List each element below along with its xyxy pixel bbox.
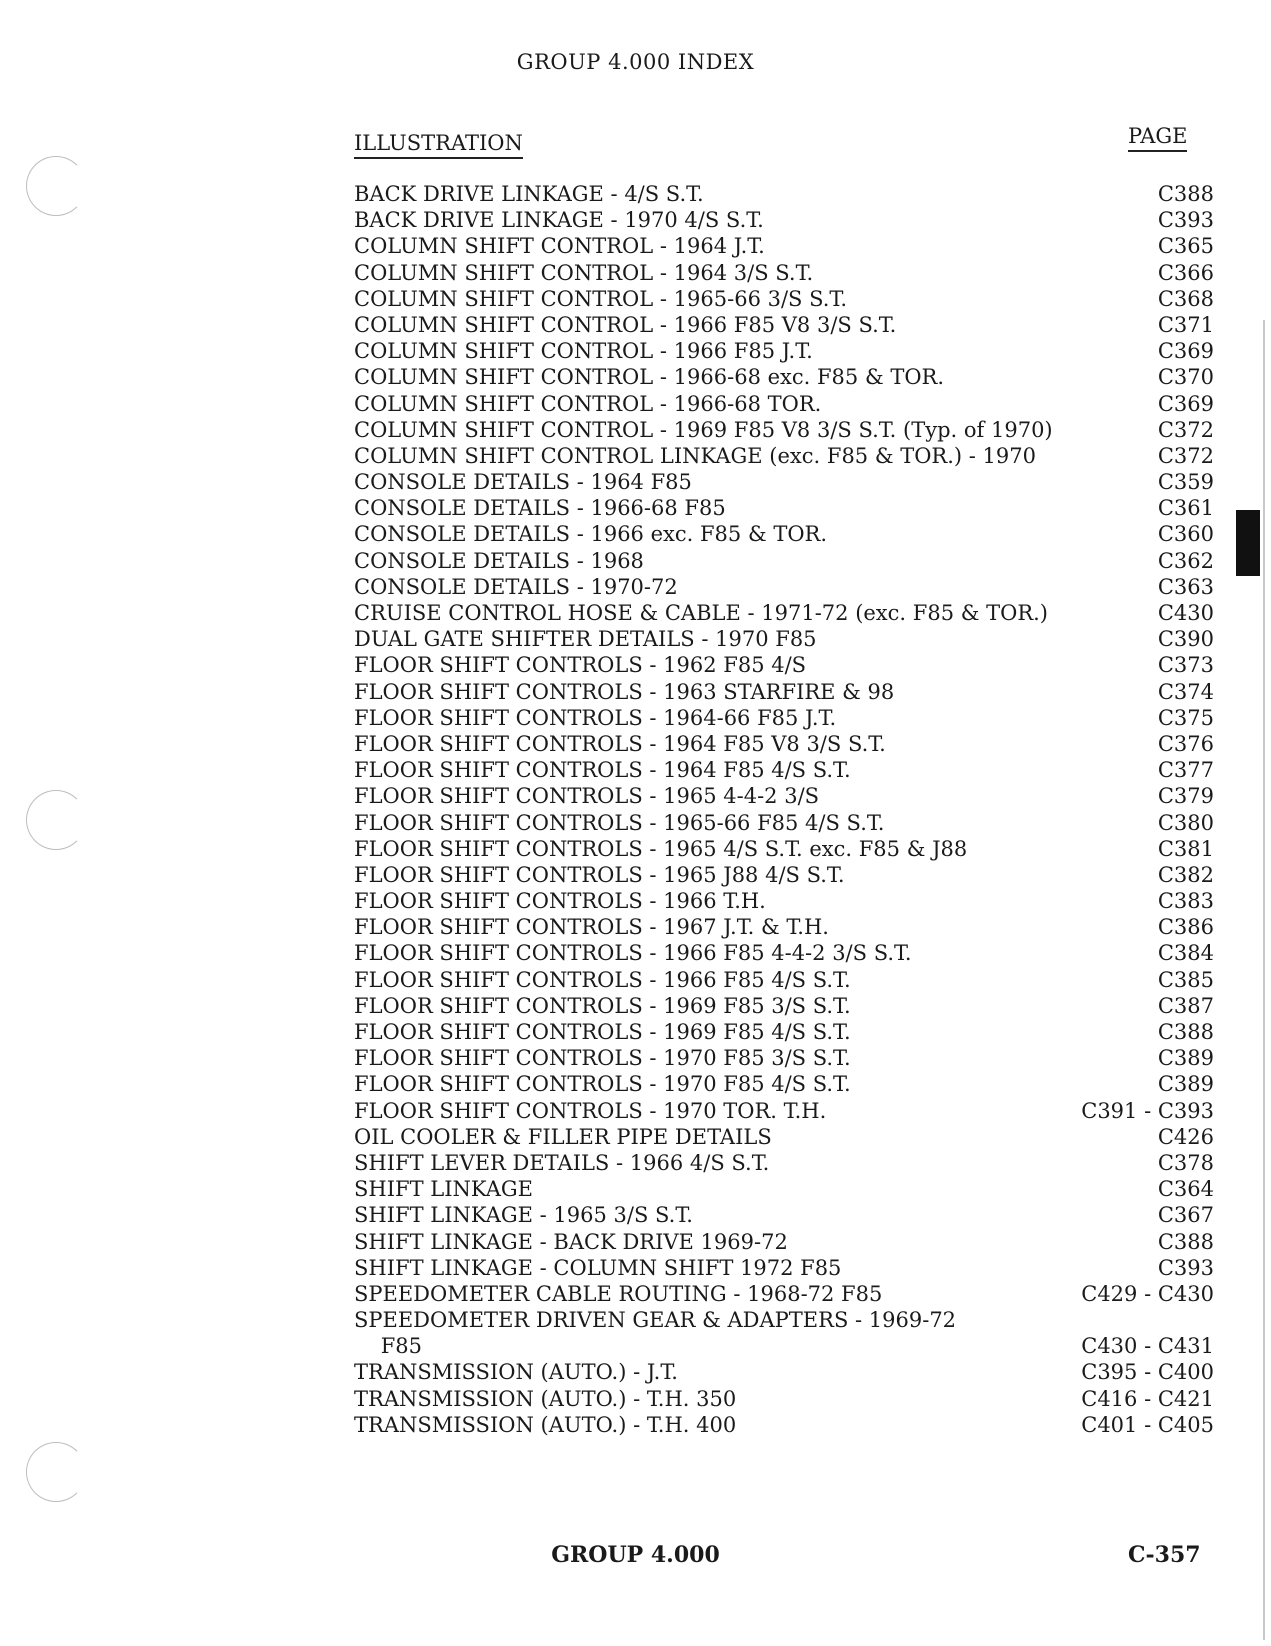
- index-entry: [354, 364, 1214, 390]
- index-entry: [354, 495, 1214, 521]
- entry-page: C386: [1157, 915, 1214, 940]
- entry-title: FLOOR SHIFT CONTROLS - 1966 F85 4-4-2 3/S S.T.: [354, 941, 912, 966]
- index-entry: [354, 705, 1214, 731]
- index-entry: [354, 181, 1214, 207]
- index-entry: [354, 1359, 1214, 1385]
- entry-title: COLUMN SHIFT CONTROL - 1966-68 exc. F85 & TOR.: [354, 365, 945, 390]
- entry-page: C362: [1157, 548, 1214, 573]
- index-entry: [354, 1150, 1214, 1176]
- entry-page: C388: [1157, 1020, 1214, 1044]
- entry-page: C360: [1157, 522, 1214, 547]
- index-entry: [354, 940, 1214, 966]
- entry-title: SHIFT LINKAGE - COLUMN SHIFT 1972 F85: [354, 1255, 842, 1280]
- index-entry: [354, 914, 1214, 940]
- index-entry: [354, 574, 1214, 600]
- index-entry: [354, 652, 1214, 678]
- entry-page: C372: [1157, 417, 1214, 442]
- entry-title: FLOOR SHIFT CONTROLS - 1964 F85 4/S S.T.: [354, 758, 851, 783]
- entry-page: C372: [1157, 443, 1214, 468]
- entry-page: C367: [1157, 1203, 1214, 1228]
- index-entry: [354, 391, 1214, 417]
- entry-page: C376: [1157, 731, 1214, 756]
- entry-page: C359: [1157, 470, 1214, 495]
- footer-group-label: GROUP 4.000: [551, 1542, 720, 1568]
- index-entry: [354, 207, 1214, 233]
- entry-title: BACK DRIVE LINKAGE - 1970 4/S S.T.: [354, 208, 764, 233]
- entry-page: C387: [1157, 993, 1214, 1018]
- entry-title: CONSOLE DETAILS - 1966-68 F85: [354, 496, 726, 521]
- entry-title: FLOOR SHIFT CONTROLS - 1962 F85 4/S: [354, 653, 807, 678]
- index-entry: [354, 1045, 1214, 1071]
- entry-title: SHIFT LINKAGE - 1965 3/S S.T.: [354, 1203, 693, 1228]
- entry-page: C369: [1157, 339, 1214, 364]
- entry-title: COLUMN SHIFT CONTROL - 1966 F85 J.T.: [354, 339, 813, 364]
- index-tab-mark: [1236, 510, 1260, 576]
- index-entry: [354, 1071, 1214, 1097]
- page-edge-line: [1263, 320, 1265, 1640]
- index-entry: [354, 757, 1214, 783]
- entry-page: C389: [1157, 1046, 1214, 1071]
- entry-page: C385: [1157, 967, 1214, 992]
- page-title: GROUP 4.000 INDEX: [516, 50, 755, 74]
- entry-title: FLOOR SHIFT CONTROLS - 1966 F85 4/S S.T.: [354, 967, 851, 992]
- index-entry: [354, 521, 1214, 547]
- index-entry: [354, 600, 1214, 626]
- index-entry: [354, 888, 1214, 914]
- entry-title: SHIFT LINKAGE - BACK DRIVE 1969-72: [354, 1229, 788, 1254]
- entry-page: C383: [1157, 889, 1214, 914]
- entry-page: C370: [1157, 365, 1214, 390]
- index-entry: [354, 1098, 1214, 1124]
- index-entry: [354, 679, 1214, 705]
- index-entry: [354, 1124, 1214, 1150]
- entry-title: COLUMN SHIFT CONTROL LINKAGE (exc. F85 & TOR.) - 1970: [354, 443, 1036, 468]
- entry-title: FLOOR SHIFT CONTROLS - 1965 4-4-2 3/S: [354, 784, 820, 809]
- entry-page: C363: [1157, 574, 1214, 599]
- entry-page: C369: [1157, 391, 1214, 416]
- entry-title: FLOOR SHIFT CONTROLS - 1970 F85 4/S S.T.: [354, 1072, 851, 1097]
- binder-hole-mark-bottom: [26, 1442, 86, 1502]
- entry-title: COLUMN SHIFT CONTROL - 1969 F85 V8 3/S S.T. (Typ. of 1970): [354, 417, 1053, 442]
- index-entry: [354, 286, 1214, 312]
- entry-title: SHIFT LINKAGE: [354, 1177, 533, 1202]
- entry-title: BACK DRIVE LINKAGE - 4/S S.T.: [354, 182, 704, 206]
- entry-page: C361: [1157, 496, 1214, 521]
- entry-page: C388: [1157, 1229, 1214, 1254]
- index-entry: [354, 783, 1214, 809]
- page-column-header: PAGE: [1128, 124, 1187, 152]
- entry-page: C373: [1157, 653, 1214, 678]
- entry-page: C375: [1157, 705, 1214, 730]
- entry-page: C395 - C400: [1081, 1360, 1214, 1385]
- entry-title: FLOOR SHIFT CONTROLS - 1963 STARFIRE & 98: [354, 679, 895, 704]
- index-entry: [354, 1281, 1214, 1307]
- entry-title: COLUMN SHIFT CONTROL - 1964 J.T.: [354, 234, 765, 259]
- entry-page: C371: [1157, 312, 1214, 337]
- illustration-column-header: ILLUSTRATION: [354, 131, 523, 159]
- index-entry: [354, 731, 1214, 757]
- entry-title: CONSOLE DETAILS - 1964 F85: [354, 470, 692, 495]
- entry-title: TRANSMISSION (AUTO.) - J.T.: [354, 1360, 678, 1385]
- entry-page: C380: [1157, 810, 1214, 835]
- entry-title: TRANSMISSION (AUTO.) - T.H. 400: [354, 1412, 737, 1437]
- entry-title: FLOOR SHIFT CONTROLS - 1970 F85 3/S S.T.: [354, 1046, 851, 1071]
- index-entry: [354, 1333, 1214, 1359]
- entry-page: C393: [1157, 1255, 1214, 1280]
- entry-title: FLOOR SHIFT CONTROLS - 1969 F85 3/S S.T.: [354, 993, 851, 1018]
- entry-title: COLUMN SHIFT CONTROL - 1966-68 TOR.: [354, 391, 822, 416]
- index-entry: [354, 1176, 1214, 1202]
- entry-page: C378: [1157, 1150, 1214, 1175]
- entry-page: C382: [1157, 862, 1214, 887]
- index-entry: [354, 836, 1214, 862]
- entry-page: C389: [1157, 1072, 1214, 1097]
- entry-title: FLOOR SHIFT CONTROLS - 1969 F85 4/S S.T.: [354, 1020, 851, 1044]
- entry-page: C366: [1157, 260, 1214, 285]
- entry-title: COLUMN SHIFT CONTROL - 1964 3/S S.T.: [354, 260, 814, 285]
- entry-page: C401 - C405: [1081, 1412, 1214, 1437]
- entry-title: COLUMN SHIFT CONTROL - 1966 F85 V8 3/S S.T.: [354, 312, 897, 337]
- index-entry: [354, 1202, 1214, 1228]
- entry-title: CRUISE CONTROL HOSE & CABLE - 1971-72 (exc. F85 & TOR.): [354, 601, 1049, 625]
- index-entry: [354, 967, 1214, 993]
- entry-title: FLOOR SHIFT CONTROLS - 1970 TOR. T.H.: [354, 1098, 827, 1123]
- entry-title: SPEEDOMETER CABLE ROUTING - 1968-72 F85: [354, 1281, 883, 1306]
- entry-title: FLOOR SHIFT CONTROLS - 1965 4/S S.T. exc. F85 & J88: [354, 836, 968, 861]
- entry-page: C393: [1157, 208, 1214, 233]
- index-entry: [354, 1307, 1214, 1333]
- entry-page: C364: [1157, 1177, 1214, 1202]
- entry-title: FLOOR SHIFT CONTROLS - 1965-66 F85 4/S S.T.: [354, 810, 885, 835]
- index-entry: [354, 260, 1214, 286]
- entry-title: CONSOLE DETAILS - 1966 exc. F85 & TOR.: [354, 522, 828, 547]
- entry-page: C381: [1157, 836, 1214, 861]
- entry-title: F85: [354, 1334, 422, 1359]
- entry-title: TRANSMISSION (AUTO.) - T.H. 350: [354, 1386, 737, 1411]
- entry-title: FLOOR SHIFT CONTROLS - 1967 J.T. & T.H.: [354, 915, 829, 940]
- entry-title: CONSOLE DETAILS - 1970-72: [354, 574, 678, 599]
- index-entry: [354, 862, 1214, 888]
- entry-page: C430: [1157, 601, 1214, 625]
- binder-hole-mark-middle: [26, 790, 86, 850]
- entry-page: C365: [1157, 234, 1214, 259]
- entry-page: C429 - C430: [1081, 1281, 1214, 1306]
- footer-page-number: C-357: [1128, 1542, 1201, 1568]
- entry-page: C374: [1157, 679, 1214, 704]
- entry-title: SHIFT LEVER DETAILS - 1966 4/S S.T.: [354, 1150, 770, 1175]
- index-entry: [354, 443, 1214, 469]
- index-entry: [354, 993, 1214, 1019]
- binder-hole-mark-top: [26, 156, 86, 216]
- entry-page: C388: [1157, 182, 1214, 206]
- index-entry: [354, 1386, 1214, 1412]
- entry-title: DUAL GATE SHIFTER DETAILS - 1970 F85: [354, 627, 817, 652]
- index-entry: [354, 1019, 1214, 1045]
- index-entry: [354, 1229, 1214, 1255]
- index-list: [354, 181, 1214, 1438]
- entry-page: C430 - C431: [1081, 1334, 1214, 1359]
- entry-title: FLOOR SHIFT CONTROLS - 1964 F85 V8 3/S S.T.: [354, 731, 886, 756]
- index-entry: [354, 338, 1214, 364]
- entry-page: C377: [1157, 758, 1214, 783]
- entry-title: FLOOR SHIFT CONTROLS - 1966 T.H.: [354, 889, 766, 914]
- entry-page: C391 - C393: [1081, 1098, 1214, 1123]
- entry-page: C368: [1157, 286, 1214, 311]
- index-entry: [354, 312, 1214, 338]
- index-entry: [354, 417, 1214, 443]
- entry-title: FLOOR SHIFT CONTROLS - 1964-66 F85 J.T.: [354, 705, 837, 730]
- entry-title: FLOOR SHIFT CONTROLS - 1965 J88 4/S S.T.: [354, 862, 845, 887]
- entry-page: C379: [1157, 784, 1214, 809]
- index-entry: [354, 1255, 1214, 1281]
- index-entry: [354, 548, 1214, 574]
- entry-page: C384: [1157, 941, 1214, 966]
- entry-page: C390: [1157, 627, 1214, 652]
- index-entry: [354, 233, 1214, 259]
- entry-page: C416 - C421: [1081, 1386, 1214, 1411]
- index-entry: [354, 1412, 1214, 1438]
- entry-title: OIL COOLER & FILLER PIPE DETAILS: [354, 1124, 772, 1149]
- entry-title: SPEEDOMETER DRIVEN GEAR & ADAPTERS - 1969-72: [354, 1308, 957, 1333]
- index-entry: [354, 469, 1214, 495]
- entry-title: COLUMN SHIFT CONTROL - 1965-66 3/S S.T.: [354, 286, 848, 311]
- entry-page: C426: [1157, 1124, 1214, 1149]
- entry-title: CONSOLE DETAILS - 1968: [354, 548, 644, 573]
- index-entry: [354, 810, 1214, 836]
- index-entry: [354, 626, 1214, 652]
